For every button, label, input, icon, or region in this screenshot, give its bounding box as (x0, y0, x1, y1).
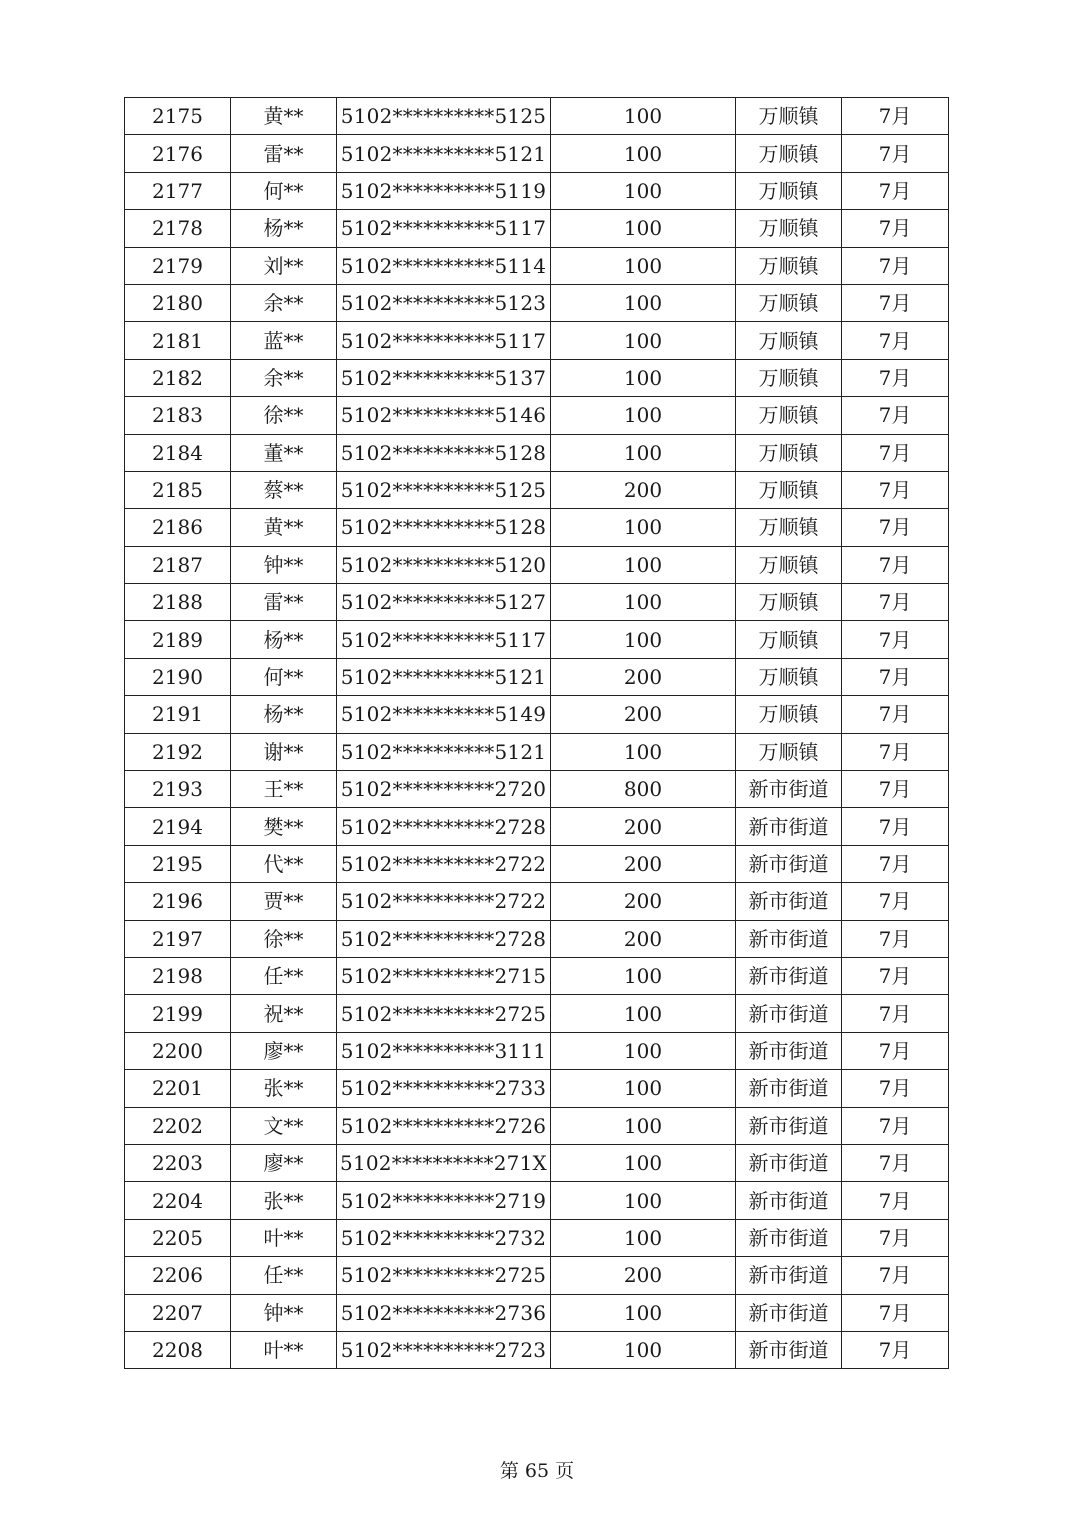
cell-month: 7月 (842, 284, 949, 321)
table-row (125, 957, 949, 994)
cell-seq: 2182 (125, 359, 231, 396)
cell-seq: 2198 (125, 957, 231, 994)
cell-seq: 2200 (125, 1032, 231, 1069)
cell-town: 万顺镇 (736, 135, 842, 172)
cell-seq: 2191 (125, 696, 231, 733)
cell-town: 万顺镇 (736, 509, 842, 546)
cell-town: 万顺镇 (736, 546, 842, 583)
cell-name: 何** (231, 172, 337, 209)
cell-month: 7月 (842, 1182, 949, 1219)
table-row (125, 172, 949, 209)
cell-town: 新市街道 (736, 1294, 842, 1331)
cell-id-number: 5102**********2733 (337, 1070, 551, 1107)
roster-table (124, 97, 949, 1369)
cell-town: 新市街道 (736, 1107, 842, 1144)
cell-id-number: 5102**********5125 (337, 471, 551, 508)
cell-month: 7月 (842, 920, 949, 957)
table-row (125, 471, 949, 508)
cell-name: 徐** (231, 397, 337, 434)
table-row (125, 359, 949, 396)
table-row (125, 1144, 949, 1181)
cell-id-number: 5102**********2736 (337, 1294, 551, 1331)
cell-id-number: 5102**********2728 (337, 920, 551, 957)
cell-town: 万顺镇 (736, 621, 842, 658)
cell-seq: 2181 (125, 322, 231, 359)
cell-town: 新市街道 (736, 845, 842, 882)
cell-town: 新市街道 (736, 1331, 842, 1368)
cell-amount: 100 (551, 397, 736, 434)
page-number: 第 65 页 (499, 1460, 575, 1482)
cell-amount: 100 (551, 1294, 736, 1331)
cell-town: 新市街道 (736, 1182, 842, 1219)
cell-seq: 2175 (125, 98, 231, 135)
cell-name: 叶** (231, 1219, 337, 1256)
cell-amount: 100 (551, 135, 736, 172)
cell-month: 7月 (842, 808, 949, 845)
cell-name: 叶** (231, 1331, 337, 1368)
table-row (125, 397, 949, 434)
cell-amount: 100 (551, 733, 736, 770)
cell-seq: 2183 (125, 397, 231, 434)
cell-seq: 2208 (125, 1331, 231, 1368)
cell-name: 祝** (231, 995, 337, 1032)
table-row (125, 808, 949, 845)
cell-amount: 100 (551, 210, 736, 247)
cell-amount: 100 (551, 322, 736, 359)
cell-month: 7月 (842, 1331, 949, 1368)
cell-name: 任** (231, 1257, 337, 1294)
table-row (125, 845, 949, 882)
roster-table-body (125, 98, 949, 1369)
cell-amount: 100 (551, 957, 736, 994)
cell-name: 蔡** (231, 471, 337, 508)
cell-id-number: 5102**********5114 (337, 247, 551, 284)
cell-name: 代** (231, 845, 337, 882)
cell-town: 新市街道 (736, 808, 842, 845)
cell-id-number: 5102**********5146 (337, 397, 551, 434)
cell-name: 杨** (231, 621, 337, 658)
table-row (125, 1070, 949, 1107)
cell-name: 钟** (231, 1294, 337, 1331)
cell-town: 万顺镇 (736, 172, 842, 209)
cell-month: 7月 (842, 995, 949, 1032)
cell-town: 新市街道 (736, 957, 842, 994)
cell-id-number: 5102**********2715 (337, 957, 551, 994)
cell-seq: 2178 (125, 210, 231, 247)
cell-id-number: 5102**********2722 (337, 883, 551, 920)
cell-amount: 200 (551, 658, 736, 695)
cell-id-number: 5102**********2728 (337, 808, 551, 845)
cell-amount: 200 (551, 696, 736, 733)
cell-seq: 2196 (125, 883, 231, 920)
table-row (125, 98, 949, 135)
cell-id-number: 5102**********271X (337, 1144, 551, 1181)
table-row (125, 883, 949, 920)
cell-id-number: 5102**********5128 (337, 509, 551, 546)
cell-month: 7月 (842, 509, 949, 546)
cell-seq: 2201 (125, 1070, 231, 1107)
cell-amount: 100 (551, 98, 736, 135)
cell-id-number: 5102**********5127 (337, 584, 551, 621)
table-row (125, 434, 949, 471)
cell-month: 7月 (842, 434, 949, 471)
cell-seq: 2176 (125, 135, 231, 172)
cell-month: 7月 (842, 883, 949, 920)
cell-month: 7月 (842, 247, 949, 284)
cell-seq: 2190 (125, 658, 231, 695)
cell-name: 文** (231, 1107, 337, 1144)
cell-month: 7月 (842, 584, 949, 621)
cell-seq: 2185 (125, 471, 231, 508)
cell-id-number: 5102**********5119 (337, 172, 551, 209)
cell-id-number: 5102**********2722 (337, 845, 551, 882)
cell-month: 7月 (842, 957, 949, 994)
cell-month: 7月 (842, 397, 949, 434)
cell-town: 万顺镇 (736, 696, 842, 733)
cell-amount: 200 (551, 808, 736, 845)
cell-town: 新市街道 (736, 920, 842, 957)
cell-month: 7月 (842, 322, 949, 359)
cell-month: 7月 (842, 771, 949, 808)
cell-name: 廖** (231, 1144, 337, 1181)
cell-town: 万顺镇 (736, 98, 842, 135)
cell-id-number: 5102**********5121 (337, 135, 551, 172)
cell-seq: 2177 (125, 172, 231, 209)
cell-amount: 100 (551, 1219, 736, 1256)
cell-town: 新市街道 (736, 883, 842, 920)
cell-amount: 100 (551, 1032, 736, 1069)
table-row (125, 284, 949, 321)
cell-amount: 200 (551, 883, 736, 920)
table-row (125, 509, 949, 546)
table-row (125, 696, 949, 733)
table-row (125, 546, 949, 583)
cell-name: 雷** (231, 135, 337, 172)
cell-town: 万顺镇 (736, 471, 842, 508)
cell-id-number: 5102**********5137 (337, 359, 551, 396)
cell-amount: 200 (551, 471, 736, 508)
cell-name: 樊** (231, 808, 337, 845)
cell-amount: 100 (551, 1070, 736, 1107)
cell-name: 余** (231, 284, 337, 321)
cell-seq: 2188 (125, 584, 231, 621)
cell-id-number: 5102**********5125 (337, 98, 551, 135)
cell-town: 万顺镇 (736, 247, 842, 284)
table-row (125, 135, 949, 172)
cell-id-number: 5102**********2720 (337, 771, 551, 808)
cell-name: 贾** (231, 883, 337, 920)
cell-month: 7月 (842, 1070, 949, 1107)
table-row (125, 733, 949, 770)
cell-town: 新市街道 (736, 771, 842, 808)
cell-town: 万顺镇 (736, 434, 842, 471)
cell-month: 7月 (842, 1032, 949, 1069)
cell-town: 新市街道 (736, 1032, 842, 1069)
cell-month: 7月 (842, 1219, 949, 1256)
cell-town: 新市街道 (736, 1257, 842, 1294)
cell-id-number: 5102**********5120 (337, 546, 551, 583)
cell-id-number: 5102**********2719 (337, 1182, 551, 1219)
cell-seq: 2206 (125, 1257, 231, 1294)
cell-town: 万顺镇 (736, 584, 842, 621)
table-row (125, 210, 949, 247)
cell-name: 黄** (231, 509, 337, 546)
cell-name: 任** (231, 957, 337, 994)
cell-town: 万顺镇 (736, 210, 842, 247)
table-row (125, 1294, 949, 1331)
cell-month: 7月 (842, 1107, 949, 1144)
cell-name: 张** (231, 1182, 337, 1219)
table-row (125, 1219, 949, 1256)
cell-name: 余** (231, 359, 337, 396)
table-row (125, 920, 949, 957)
cell-name: 董** (231, 434, 337, 471)
cell-name: 何** (231, 658, 337, 695)
cell-seq: 2193 (125, 771, 231, 808)
table-row (125, 322, 949, 359)
cell-id-number: 5102**********2732 (337, 1219, 551, 1256)
cell-name: 徐** (231, 920, 337, 957)
cell-seq: 2207 (125, 1294, 231, 1331)
cell-month: 7月 (842, 98, 949, 135)
cell-id-number: 5102**********5121 (337, 733, 551, 770)
cell-seq: 2204 (125, 1182, 231, 1219)
table-row (125, 771, 949, 808)
table-row (125, 584, 949, 621)
cell-name: 钟** (231, 546, 337, 583)
table-row (125, 1182, 949, 1219)
cell-amount: 100 (551, 621, 736, 658)
cell-amount: 200 (551, 1257, 736, 1294)
cell-town: 万顺镇 (736, 322, 842, 359)
cell-amount: 100 (551, 509, 736, 546)
cell-month: 7月 (842, 733, 949, 770)
cell-id-number: 5102**********2725 (337, 1257, 551, 1294)
cell-amount: 100 (551, 995, 736, 1032)
cell-name: 杨** (231, 210, 337, 247)
cell-town: 万顺镇 (736, 733, 842, 770)
cell-id-number: 5102**********2726 (337, 1107, 551, 1144)
cell-amount: 100 (551, 1331, 736, 1368)
cell-name: 张** (231, 1070, 337, 1107)
cell-amount: 100 (551, 546, 736, 583)
cell-id-number: 5102**********5121 (337, 658, 551, 695)
cell-month: 7月 (842, 359, 949, 396)
cell-amount: 100 (551, 1182, 736, 1219)
cell-month: 7月 (842, 845, 949, 882)
cell-town: 新市街道 (736, 995, 842, 1032)
cell-amount: 100 (551, 172, 736, 209)
cell-name: 黄** (231, 98, 337, 135)
table-row (125, 1331, 949, 1368)
cell-id-number: 5102**********5117 (337, 621, 551, 658)
cell-town: 新市街道 (736, 1144, 842, 1181)
cell-town: 万顺镇 (736, 284, 842, 321)
cell-name: 雷** (231, 584, 337, 621)
cell-month: 7月 (842, 172, 949, 209)
cell-month: 7月 (842, 621, 949, 658)
cell-seq: 2199 (125, 995, 231, 1032)
cell-month: 7月 (842, 658, 949, 695)
table-row (125, 247, 949, 284)
table-row (125, 658, 949, 695)
cell-id-number: 5102**********2723 (337, 1331, 551, 1368)
cell-seq: 2194 (125, 808, 231, 845)
cell-amount: 100 (551, 359, 736, 396)
cell-amount: 800 (551, 771, 736, 808)
cell-month: 7月 (842, 1294, 949, 1331)
cell-amount: 100 (551, 284, 736, 321)
cell-seq: 2187 (125, 546, 231, 583)
cell-amount: 100 (551, 434, 736, 471)
cell-town: 新市街道 (736, 1070, 842, 1107)
cell-name: 王** (231, 771, 337, 808)
table-row (125, 1107, 949, 1144)
cell-month: 7月 (842, 1257, 949, 1294)
cell-town: 万顺镇 (736, 397, 842, 434)
cell-id-number: 5102**********5117 (337, 322, 551, 359)
cell-town: 万顺镇 (736, 658, 842, 695)
cell-amount: 200 (551, 920, 736, 957)
cell-id-number: 5102**********5128 (337, 434, 551, 471)
cell-month: 7月 (842, 210, 949, 247)
cell-amount: 100 (551, 1107, 736, 1144)
cell-town: 万顺镇 (736, 359, 842, 396)
cell-month: 7月 (842, 1144, 949, 1181)
cell-seq: 2180 (125, 284, 231, 321)
table-row (125, 1257, 949, 1294)
table-row (125, 621, 949, 658)
cell-seq: 2203 (125, 1144, 231, 1181)
cell-month: 7月 (842, 135, 949, 172)
cell-id-number: 5102**********5149 (337, 696, 551, 733)
cell-seq: 2184 (125, 434, 231, 471)
cell-amount: 200 (551, 845, 736, 882)
table-row (125, 995, 949, 1032)
cell-seq: 2197 (125, 920, 231, 957)
cell-seq: 2205 (125, 1219, 231, 1256)
cell-month: 7月 (842, 471, 949, 508)
cell-amount: 100 (551, 247, 736, 284)
cell-month: 7月 (842, 546, 949, 583)
cell-seq: 2179 (125, 247, 231, 284)
cell-id-number: 5102**********2725 (337, 995, 551, 1032)
table-row (125, 1032, 949, 1069)
cell-seq: 2189 (125, 621, 231, 658)
cell-name: 刘** (231, 247, 337, 284)
cell-seq: 2202 (125, 1107, 231, 1144)
cell-month: 7月 (842, 696, 949, 733)
cell-name: 杨** (231, 696, 337, 733)
cell-amount: 100 (551, 1144, 736, 1181)
cell-id-number: 5102**********5117 (337, 210, 551, 247)
cell-name: 廖** (231, 1032, 337, 1069)
cell-name: 蓝** (231, 322, 337, 359)
cell-id-number: 5102**********3111 (337, 1032, 551, 1069)
cell-seq: 2192 (125, 733, 231, 770)
cell-seq: 2186 (125, 509, 231, 546)
cell-id-number: 5102**********5123 (337, 284, 551, 321)
cell-town: 新市街道 (736, 1219, 842, 1256)
cell-amount: 100 (551, 584, 736, 621)
cell-name: 谢** (231, 733, 337, 770)
cell-seq: 2195 (125, 845, 231, 882)
